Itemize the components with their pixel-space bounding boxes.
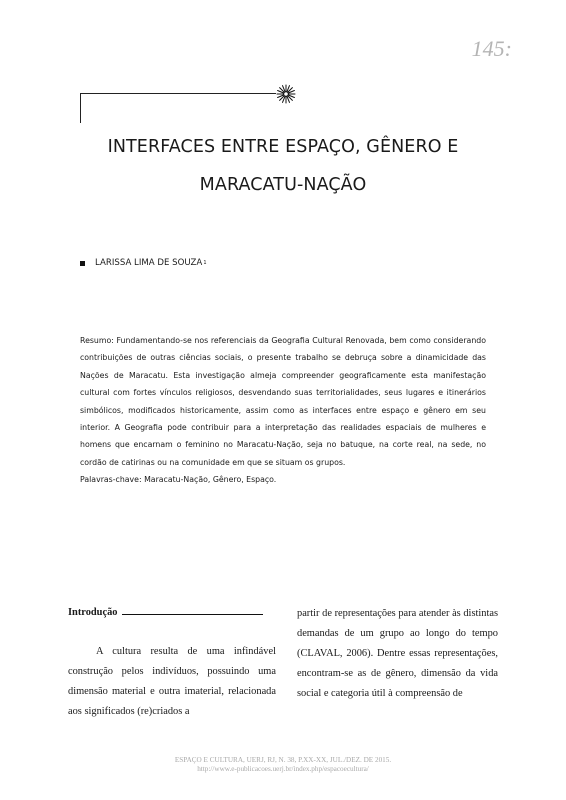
article-title	[60, 128, 506, 204]
heading-underline-rule	[122, 606, 263, 615]
author-line	[80, 258, 207, 268]
author-name: LARISSA LIMA DE SOUZA	[95, 258, 203, 268]
footer-journal-citation: ESPAÇO E CULTURA, UERJ, RJ, N. 38, P.XX-XX, JUL./DEZ. DE 2015.	[174, 756, 392, 764]
section-heading-label: Introdução	[68, 607, 118, 618]
title-bracket-horizontal-rule	[80, 93, 276, 94]
footer-url[interactable]: http://www.e-publicacoes.uerj.br/index.php/espacoecultura/	[197, 765, 369, 773]
body-paragraph-left: A cultura resulta de uma infindável construção pelos indivíduos, possuindo uma dimensão material e outra imaterial, relacionada aos significados (re)criados a	[68, 646, 276, 717]
article-title-line-2: MARACATU-NAÇÃO	[199, 175, 367, 195]
body-paragraph-right: partir de representações para atender às distintas demandas de um grupo ao longo do tempo (CLAVAL, 2006). Dentre essas representações, encontram-se as de gênero, dimensão da vida social e categoria útil à compreensão de	[297, 608, 498, 699]
square-bullet-icon	[80, 261, 85, 266]
article-title-line-1: INTERFACES ENTRE ESPAÇO, GÊNERO E	[107, 137, 459, 157]
abstract: Resumo: Fundamentando-se nos referenciais da Geografia Cultural Renovada, bem como considerando contribuições de outras ciências sociais, o presente trabalho se debruça sobre a dinamicidade das Nações de Maracatu. Esta investigação almeja compreender geograficamente esta manifestação cultural com fortes vínculos religiosos, desvendando suas territorialidades, seus lugares e itinerários simbólicos, modificados historicamente, assim como as interfaces entre espaço e gênero em seu interior. A Geografia pode contribuir para a interpretação das realidades espaciais de mulheres e homens que encarnam o feminino no Maracatu-Nação, seja no batuque, na corte real, na sede, no cordão de catirinas ou na comunidade em que se situam os grupos.	[80, 336, 486, 467]
title-bracket-vertical-rule	[80, 93, 81, 123]
body-column-left	[68, 603, 276, 722]
author-footnote-mark[interactable]: 1	[203, 260, 207, 266]
keywords: Palavras-chave: Maracatu-Nação, Gênero, Espaço.	[80, 475, 277, 484]
page-footer	[0, 756, 566, 774]
section-heading-introduction	[68, 603, 276, 623]
starburst-icon	[276, 84, 296, 104]
page-number: 145:	[471, 36, 512, 61]
